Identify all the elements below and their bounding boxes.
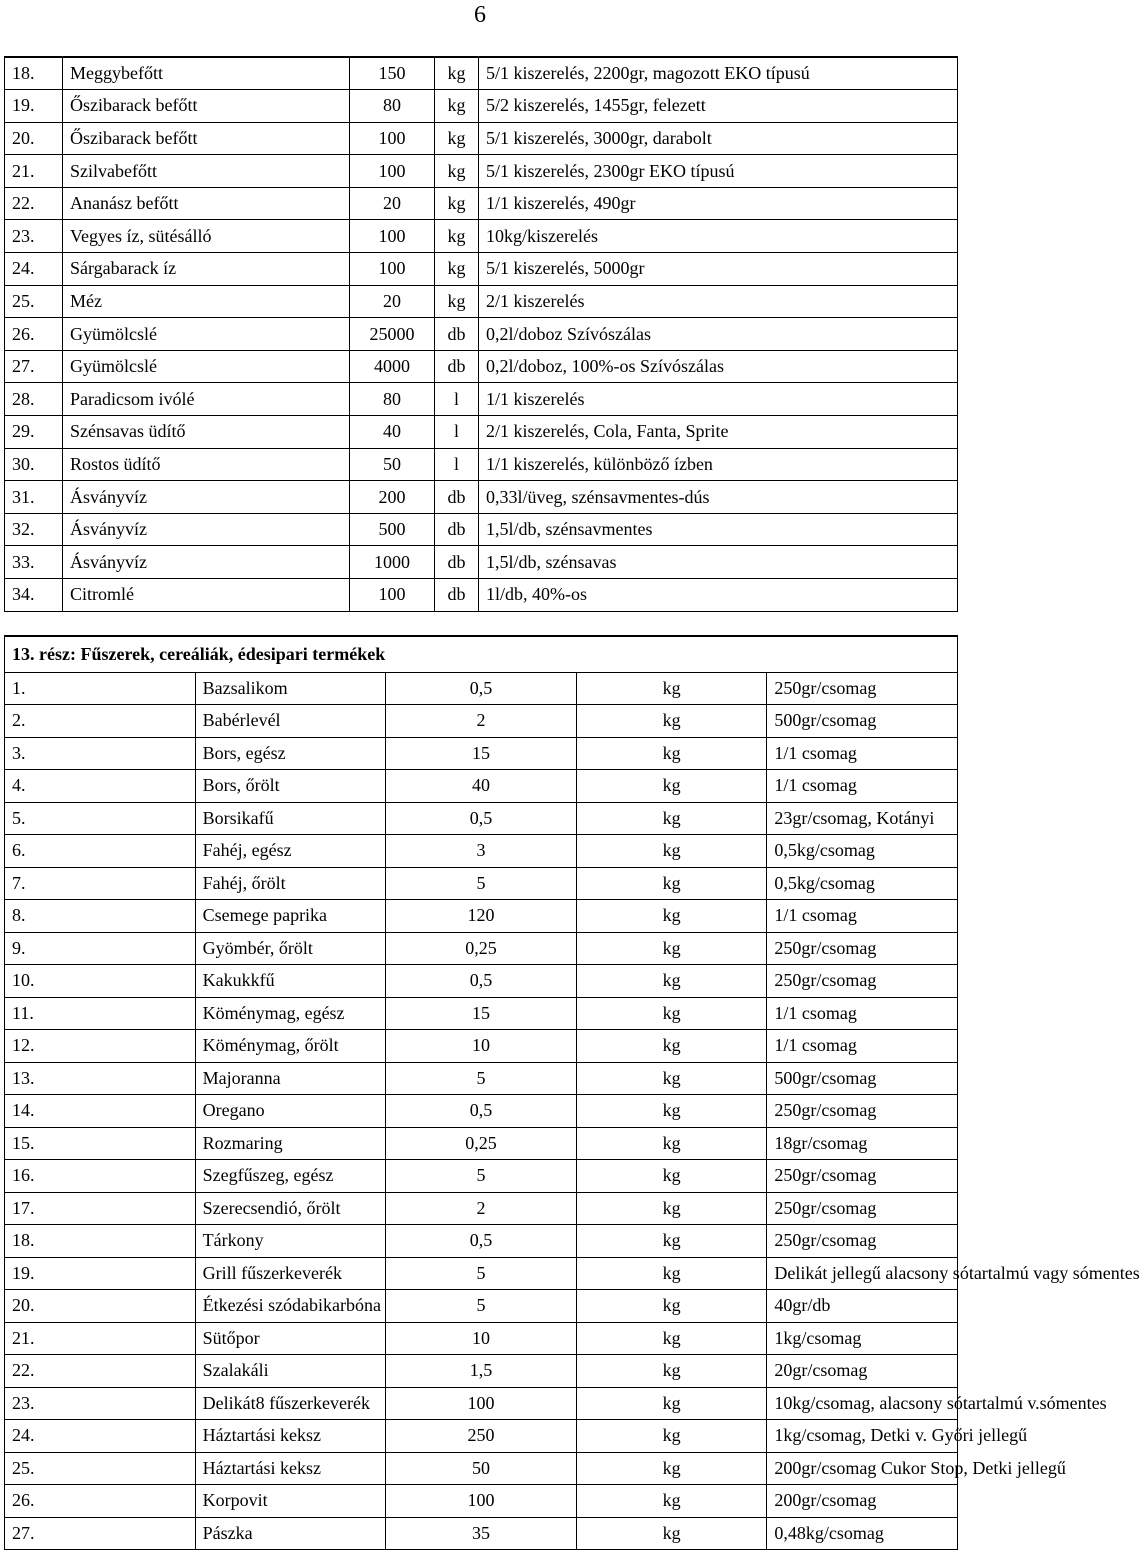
product-name: Pászka xyxy=(195,1517,386,1550)
product-name: Korpovit xyxy=(195,1485,386,1518)
unit: kg xyxy=(576,672,767,705)
quantity: 120 xyxy=(386,900,577,933)
unit: kg xyxy=(576,1095,767,1128)
description: 250gr/csomag xyxy=(767,932,958,965)
product-name: Ásványvíz xyxy=(63,481,350,514)
table-row xyxy=(5,1355,958,1388)
description: 2/1 kiszerelés, Cola, Fanta, Sprite xyxy=(479,416,958,449)
page-number: 6 xyxy=(474,2,486,28)
table-row xyxy=(5,416,958,449)
quantity: 150 xyxy=(350,57,435,90)
unit: kg xyxy=(576,900,767,933)
description: 1kg/csomag xyxy=(767,1322,958,1355)
quantity: 5 xyxy=(386,867,577,900)
unit: db xyxy=(435,350,479,383)
row-number: 25. xyxy=(5,1452,196,1485)
quantity: 5 xyxy=(386,1062,577,1095)
unit: kg xyxy=(576,737,767,770)
row-number: 7. xyxy=(5,867,196,900)
description: 200gr/csomag Cukor Stop, Detki jellegű xyxy=(767,1452,958,1485)
description: 250gr/csomag xyxy=(767,1225,958,1258)
quantity: 80 xyxy=(350,383,435,416)
quantity: 0,5 xyxy=(386,965,577,998)
table-row xyxy=(5,122,958,155)
description: Delikát jellegű alacsony sótartalmú vagy sómentes xyxy=(767,1257,958,1290)
unit: kg xyxy=(576,1225,767,1258)
unit: kg xyxy=(576,997,767,1030)
table-row xyxy=(5,770,958,803)
product-name: Sütőpor xyxy=(195,1322,386,1355)
row-number: 32. xyxy=(5,513,63,546)
product-table-spices xyxy=(4,635,1140,1550)
row-number: 21. xyxy=(5,1322,196,1355)
product-name: Sárgabarack íz xyxy=(63,253,350,286)
quantity: 3 xyxy=(386,835,577,868)
product-name: Grill fűszerkeverék xyxy=(195,1257,386,1290)
table-row xyxy=(5,1062,958,1095)
description: 1/1 csomag xyxy=(767,737,958,770)
quantity: 100 xyxy=(350,155,435,188)
table-row xyxy=(5,965,958,998)
quantity: 100 xyxy=(350,579,435,612)
unit: kg xyxy=(576,1192,767,1225)
unit: kg xyxy=(435,187,479,220)
unit: kg xyxy=(576,1160,767,1193)
table-row xyxy=(5,835,958,868)
product-name: Csemege paprika xyxy=(195,900,386,933)
row-number: 17. xyxy=(5,1192,196,1225)
product-name: Ananász befőtt xyxy=(63,187,350,220)
unit: db xyxy=(435,579,479,612)
unit: kg xyxy=(435,90,479,123)
unit: db xyxy=(435,513,479,546)
description: 1,5l/db, szénsavmentes xyxy=(479,513,958,546)
description: 5/1 kiszerelés, 3000gr, darabolt xyxy=(479,122,958,155)
product-name: Fahéj, őrölt xyxy=(195,867,386,900)
description: 1/1 csomag xyxy=(767,900,958,933)
description: 0,2l/doboz Szívószálas xyxy=(479,318,958,351)
product-name: Bors, őrölt xyxy=(195,770,386,803)
row-number: 19. xyxy=(5,90,63,123)
row-number: 16. xyxy=(5,1160,196,1193)
product-name: Szilvabefőtt xyxy=(63,155,350,188)
row-number: 2. xyxy=(5,705,196,738)
quantity: 0,5 xyxy=(386,1095,577,1128)
row-number: 31. xyxy=(5,481,63,514)
table-row xyxy=(5,1257,958,1290)
table-row xyxy=(5,187,958,220)
product-name: Fahéj, egész xyxy=(195,835,386,868)
description: 0,48kg/csomag xyxy=(767,1517,958,1550)
row-number: 15. xyxy=(5,1127,196,1160)
row-number: 18. xyxy=(5,1225,196,1258)
row-number: 23. xyxy=(5,1387,196,1420)
product-name: Delikát8 fűszerkeverék xyxy=(195,1387,386,1420)
description: 500gr/csomag xyxy=(767,1062,958,1095)
row-number: 28. xyxy=(5,383,63,416)
description: 1/1 csomag xyxy=(767,770,958,803)
row-number: 33. xyxy=(5,546,63,579)
table-row xyxy=(5,220,958,253)
table-row xyxy=(5,1095,958,1128)
table-row xyxy=(5,253,958,286)
product-name: Ásványvíz xyxy=(63,513,350,546)
quantity: 1000 xyxy=(350,546,435,579)
product-name: Citromlé xyxy=(63,579,350,612)
unit: kg xyxy=(435,57,479,90)
unit: kg xyxy=(576,1452,767,1485)
table-row xyxy=(5,932,958,965)
product-name: Háztartási keksz xyxy=(195,1420,386,1453)
table-row xyxy=(5,579,958,612)
description: 23gr/csomag, Kotányi xyxy=(767,802,958,835)
product-name: Gyömbér, őrölt xyxy=(195,932,386,965)
unit: kg xyxy=(576,705,767,738)
unit: kg xyxy=(435,285,479,318)
unit: kg xyxy=(435,220,479,253)
description: 1/1 kiszerelés, 490gr xyxy=(479,187,958,220)
table-row xyxy=(5,1225,958,1258)
quantity: 2 xyxy=(386,705,577,738)
table-row xyxy=(5,285,958,318)
product-name: Méz xyxy=(63,285,350,318)
product-name: Szénsavas üdítő xyxy=(63,416,350,449)
product-name: Őszibarack befőtt xyxy=(63,122,350,155)
quantity: 10 xyxy=(386,1030,577,1063)
unit: kg xyxy=(576,1062,767,1095)
table-row xyxy=(5,900,958,933)
unit: kg xyxy=(576,1257,767,1290)
unit: kg xyxy=(435,122,479,155)
description: 40gr/db xyxy=(767,1290,958,1323)
unit: kg xyxy=(435,155,479,188)
table-row xyxy=(5,155,958,188)
quantity: 2 xyxy=(386,1192,577,1225)
unit: kg xyxy=(435,253,479,286)
unit: l xyxy=(435,448,479,481)
product-name: Étkezési szódabikarbóna xyxy=(195,1290,386,1323)
description: 1/1 csomag xyxy=(767,997,958,1030)
quantity: 5 xyxy=(386,1160,577,1193)
description: 1kg/csomag, Detki v. Győri jellegű xyxy=(767,1420,958,1453)
unit: kg xyxy=(576,867,767,900)
unit: kg xyxy=(576,932,767,965)
product-name: Köménymag, egész xyxy=(195,997,386,1030)
quantity: 10 xyxy=(386,1322,577,1355)
quantity: 50 xyxy=(350,448,435,481)
quantity: 40 xyxy=(350,416,435,449)
table-row xyxy=(5,1160,958,1193)
section-header-row xyxy=(5,636,958,672)
product-name: Ásványvíz xyxy=(63,546,350,579)
unit: kg xyxy=(576,1127,767,1160)
row-number: 34. xyxy=(5,579,63,612)
table-row xyxy=(5,1517,958,1550)
product-name: Rozmaring xyxy=(195,1127,386,1160)
table-row xyxy=(5,448,958,481)
row-number: 26. xyxy=(5,1485,196,1518)
table-row xyxy=(5,1127,958,1160)
quantity: 40 xyxy=(386,770,577,803)
row-number: 9. xyxy=(5,932,196,965)
table-row xyxy=(5,1322,958,1355)
product-name: Szalakáli xyxy=(195,1355,386,1388)
table-row xyxy=(5,737,958,770)
product-name: Gyümölcslé xyxy=(63,350,350,383)
description: 250gr/csomag xyxy=(767,1160,958,1193)
row-number: 20. xyxy=(5,1290,196,1323)
quantity: 15 xyxy=(386,737,577,770)
row-number: 4. xyxy=(5,770,196,803)
table-row xyxy=(5,705,958,738)
row-number: 25. xyxy=(5,285,63,318)
table-row xyxy=(5,513,958,546)
quantity: 5 xyxy=(386,1290,577,1323)
section-title: 13. rész: Fűszerek, cereáliák, édesipari termékek xyxy=(5,636,958,672)
product-name: Őszibarack befőtt xyxy=(63,90,350,123)
table-row xyxy=(5,1030,958,1063)
description: 5/2 kiszerelés, 1455gr, felezett xyxy=(479,90,958,123)
quantity: 4000 xyxy=(350,350,435,383)
unit: kg xyxy=(576,1387,767,1420)
unit: kg xyxy=(576,1322,767,1355)
row-number: 3. xyxy=(5,737,196,770)
quantity: 100 xyxy=(350,253,435,286)
table-row xyxy=(5,1290,958,1323)
product-name: Bazsalikom xyxy=(195,672,386,705)
quantity: 20 xyxy=(350,285,435,318)
row-number: 27. xyxy=(5,350,63,383)
quantity: 200 xyxy=(350,481,435,514)
table-row xyxy=(5,90,958,123)
quantity: 250 xyxy=(386,1420,577,1453)
quantity: 0,5 xyxy=(386,1225,577,1258)
row-number: 18. xyxy=(5,57,63,90)
description: 1,5l/db, szénsavas xyxy=(479,546,958,579)
product-name: Tárkony xyxy=(195,1225,386,1258)
quantity: 0,5 xyxy=(386,672,577,705)
row-number: 23. xyxy=(5,220,63,253)
product-name: Majoranna xyxy=(195,1062,386,1095)
table-row xyxy=(5,1192,958,1225)
product-name: Borsikafű xyxy=(195,802,386,835)
table-row xyxy=(5,1420,958,1453)
quantity: 20 xyxy=(350,187,435,220)
description: 500gr/csomag xyxy=(767,705,958,738)
description: 1/1 csomag xyxy=(767,1030,958,1063)
row-number: 24. xyxy=(5,253,63,286)
product-name: Oregano xyxy=(195,1095,386,1128)
quantity: 50 xyxy=(386,1452,577,1485)
product-name: Paradicsom ivólé xyxy=(63,383,350,416)
quantity: 100 xyxy=(386,1485,577,1518)
description: 10kg/kiszerelés xyxy=(479,220,958,253)
description: 5/1 kiszerelés, 2200gr, magozott EKO típusú xyxy=(479,57,958,90)
row-number: 22. xyxy=(5,187,63,220)
quantity: 100 xyxy=(350,122,435,155)
unit: kg xyxy=(576,1030,767,1063)
table-row xyxy=(5,997,958,1030)
product-name: Háztartási keksz xyxy=(195,1452,386,1485)
row-number: 10. xyxy=(5,965,196,998)
row-number: 29. xyxy=(5,416,63,449)
quantity: 500 xyxy=(350,513,435,546)
table-row xyxy=(5,672,958,705)
product-name: Szegfűszeg, egész xyxy=(195,1160,386,1193)
product-name: Vegyes íz, sütésálló xyxy=(63,220,350,253)
description: 0,33l/üveg, szénsavmentes-dús xyxy=(479,481,958,514)
unit: db xyxy=(435,318,479,351)
quantity: 0,25 xyxy=(386,932,577,965)
quantity: 0,5 xyxy=(386,802,577,835)
table-row xyxy=(5,350,958,383)
unit: l xyxy=(435,383,479,416)
quantity: 35 xyxy=(386,1517,577,1550)
row-number: 11. xyxy=(5,997,196,1030)
row-number: 21. xyxy=(5,155,63,188)
row-number: 14. xyxy=(5,1095,196,1128)
table-row xyxy=(5,1452,958,1485)
product-name: Babérlevél xyxy=(195,705,386,738)
unit: kg xyxy=(576,802,767,835)
description: 10kg/csomag, alacsony sótartalmú v.sómentes xyxy=(767,1387,958,1420)
table-row xyxy=(5,546,958,579)
table-row xyxy=(5,481,958,514)
product-name: Kakukkfű xyxy=(195,965,386,998)
description: 250gr/csomag xyxy=(767,1192,958,1225)
table-row xyxy=(5,802,958,835)
table-row xyxy=(5,1485,958,1518)
row-number: 27. xyxy=(5,1517,196,1550)
row-number: 8. xyxy=(5,900,196,933)
table-row xyxy=(5,383,958,416)
unit: l xyxy=(435,416,479,449)
description: 0,2l/doboz, 100%-os Szívószálas xyxy=(479,350,958,383)
description: 250gr/csomag xyxy=(767,965,958,998)
description: 1/1 kiszerelés xyxy=(479,383,958,416)
description: 250gr/csomag xyxy=(767,672,958,705)
quantity: 5 xyxy=(386,1257,577,1290)
unit: db xyxy=(435,481,479,514)
row-number: 1. xyxy=(5,672,196,705)
quantity: 1,5 xyxy=(386,1355,577,1388)
row-number: 12. xyxy=(5,1030,196,1063)
row-number: 26. xyxy=(5,318,63,351)
unit: kg xyxy=(576,1290,767,1323)
quantity: 100 xyxy=(386,1387,577,1420)
description: 2/1 kiszerelés xyxy=(479,285,958,318)
description: 1/1 kiszerelés, különböző ízben xyxy=(479,448,958,481)
product-name: Bors, egész xyxy=(195,737,386,770)
row-number: 19. xyxy=(5,1257,196,1290)
description: 18gr/csomag xyxy=(767,1127,958,1160)
row-number: 24. xyxy=(5,1420,196,1453)
product-table-beverages xyxy=(4,56,958,612)
description: 5/1 kiszerelés, 2300gr EKO típusú xyxy=(479,155,958,188)
description: 0,5kg/csomag xyxy=(767,867,958,900)
unit: kg xyxy=(576,1517,767,1550)
description: 1l/db, 40%-os xyxy=(479,579,958,612)
row-number: 30. xyxy=(5,448,63,481)
unit: kg xyxy=(576,835,767,868)
quantity: 15 xyxy=(386,997,577,1030)
product-name: Rostos üdítő xyxy=(63,448,350,481)
row-number: 6. xyxy=(5,835,196,868)
description: 5/1 kiszerelés, 5000gr xyxy=(479,253,958,286)
product-name: Köménymag, őrölt xyxy=(195,1030,386,1063)
unit: kg xyxy=(576,1355,767,1388)
table-row xyxy=(5,867,958,900)
unit: db xyxy=(435,546,479,579)
product-name: Szerecsendió, őrölt xyxy=(195,1192,386,1225)
quantity: 100 xyxy=(350,220,435,253)
row-number: 5. xyxy=(5,802,196,835)
quantity: 80 xyxy=(350,90,435,123)
row-number: 20. xyxy=(5,122,63,155)
quantity: 0,25 xyxy=(386,1127,577,1160)
description: 250gr/csomag xyxy=(767,1095,958,1128)
unit: kg xyxy=(576,1420,767,1453)
table-row xyxy=(5,318,958,351)
description: 20gr/csomag xyxy=(767,1355,958,1388)
unit: kg xyxy=(576,1485,767,1518)
description: 200gr/csomag xyxy=(767,1485,958,1518)
row-number: 22. xyxy=(5,1355,196,1388)
unit: kg xyxy=(576,965,767,998)
row-number: 13. xyxy=(5,1062,196,1095)
table-row xyxy=(5,57,958,90)
description: 0,5kg/csomag xyxy=(767,835,958,868)
product-name: Gyümölcslé xyxy=(63,318,350,351)
product-name: Meggybefőtt xyxy=(63,57,350,90)
unit: kg xyxy=(576,770,767,803)
quantity: 25000 xyxy=(350,318,435,351)
table-row xyxy=(5,1387,958,1420)
